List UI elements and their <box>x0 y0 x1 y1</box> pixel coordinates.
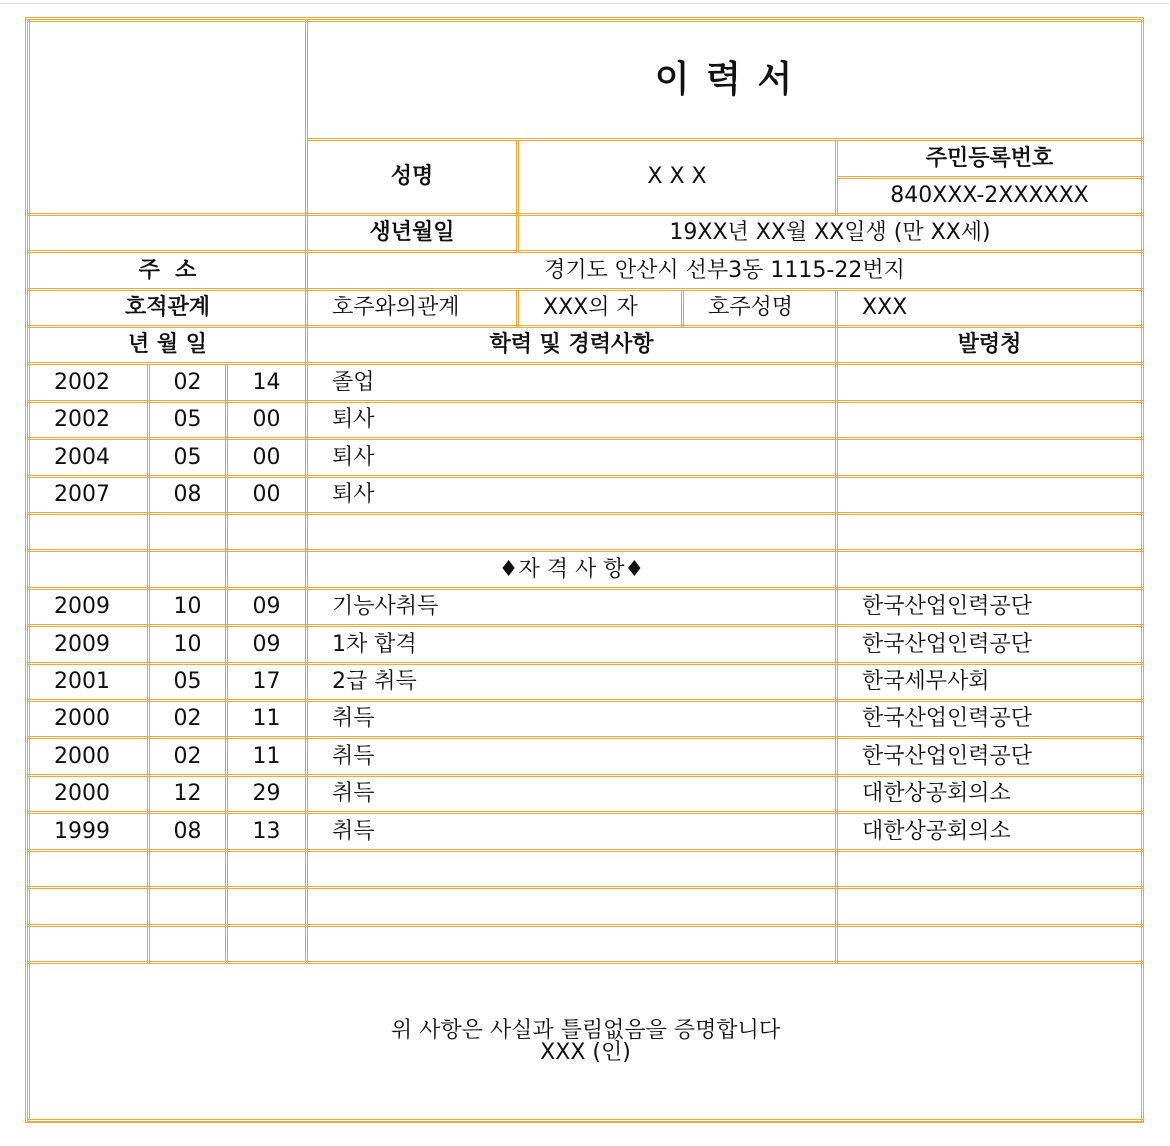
day-cell: 11 <box>227 738 307 776</box>
birth-date-value: 19XX년 XX월 XX일생 (만 XX세) <box>518 215 1143 252</box>
table-row <box>29 626 1143 664</box>
day-cell: 13 <box>227 813 307 851</box>
signature-line: XXX (인) <box>540 1039 631 1065</box>
month-cell: 10 <box>149 626 227 664</box>
year-cell: 2002 <box>29 364 149 402</box>
year-cell: 2002 <box>29 402 149 439</box>
table-row <box>29 738 1143 776</box>
month-cell: 08 <box>149 477 227 514</box>
year-cell: 2001 <box>29 664 149 701</box>
table-row <box>29 402 1143 439</box>
content-cell: 기능사취득 <box>307 589 837 626</box>
content-cell: 취득 <box>307 701 837 738</box>
content-cell: 졸업 <box>307 364 837 402</box>
year-cell: 2000 <box>29 738 149 776</box>
table-row <box>29 514 1143 551</box>
day-cell: 11 <box>227 701 307 738</box>
month-cell: 05 <box>149 439 227 477</box>
family-relation-label: 호적관계 <box>29 290 307 327</box>
issuer-cell <box>837 364 1143 402</box>
year-cell: 2004 <box>29 439 149 477</box>
head-name-value: XXX <box>837 290 1143 327</box>
content-cell: 취득 <box>307 813 837 851</box>
issuer-cell: 한국세무사회 <box>837 664 1143 701</box>
table-row <box>29 851 1143 888</box>
birth-date-label: 생년월일 <box>307 215 518 252</box>
resident-number-label: 주민등록번호 <box>837 140 1143 178</box>
year-cell: 2009 <box>29 589 149 626</box>
day-cell: 00 <box>227 439 307 477</box>
qualifications-header: ♦자 격 사 항♦ <box>307 551 837 589</box>
day-cell: 14 <box>227 364 307 402</box>
top-divider <box>0 3 1170 4</box>
resident-number-value: 840XXX-2XXXXXX <box>837 178 1143 215</box>
photo-area <box>29 21 307 215</box>
issuer-cell: 한국산업인력공단 <box>837 701 1143 738</box>
content-cell: 퇴사 <box>307 439 837 477</box>
year-cell: 2007 <box>29 477 149 514</box>
content-cell: 2급 취득 <box>307 664 837 701</box>
issuer-header: 발령청 <box>837 327 1143 364</box>
issuer-cell: 대한상공회의소 <box>837 813 1143 851</box>
name-label: 성명 <box>307 140 518 215</box>
issuer-cell: 한국산업인력공단 <box>837 589 1143 626</box>
month-cell: 12 <box>149 776 227 813</box>
table-row <box>29 589 1143 626</box>
day-cell: 09 <box>227 626 307 664</box>
address-value: 경기도 안산시 선부3동 1115-22번지 <box>307 252 1143 290</box>
content-cell: 취득 <box>307 776 837 813</box>
month-cell: 10 <box>149 589 227 626</box>
year-cell: 2009 <box>29 626 149 664</box>
table-row <box>29 477 1143 514</box>
name-value: X X X <box>518 140 837 215</box>
content-cell: 취득 <box>307 738 837 776</box>
issuer-cell: 한국산업인력공단 <box>837 738 1143 776</box>
table-row <box>29 776 1143 813</box>
month-cell: 05 <box>149 402 227 439</box>
year-cell: 1999 <box>29 813 149 851</box>
issuer-cell <box>837 477 1143 514</box>
table-row <box>29 664 1143 701</box>
table-row <box>29 926 1143 963</box>
day-cell: 00 <box>227 402 307 439</box>
content-cell: 퇴사 <box>307 402 837 439</box>
month-cell: 05 <box>149 664 227 701</box>
content-cell: 1차 합격 <box>307 626 837 664</box>
table-row <box>29 701 1143 738</box>
certification-footer <box>29 963 1143 1121</box>
certification-statement: 위 사항은 사실과 틀림없음을 증명합니다 <box>390 1017 781 1043</box>
date-header: 년 월 일 <box>29 327 307 364</box>
year-cell: 2000 <box>29 776 149 813</box>
month-cell: 02 <box>149 364 227 402</box>
table-row <box>29 888 1143 926</box>
relation-to-head-value: XXX의 자 <box>518 290 683 327</box>
table-row <box>29 813 1143 851</box>
page-title: 이 력 서 <box>307 21 1143 140</box>
issuer-cell: 대한상공회의소 <box>837 776 1143 813</box>
issuer-cell <box>837 439 1143 477</box>
address-label: 주 소 <box>29 252 307 290</box>
table-row <box>29 364 1143 402</box>
month-cell: 02 <box>149 701 227 738</box>
month-cell: 02 <box>149 738 227 776</box>
day-cell: 29 <box>227 776 307 813</box>
day-cell: 17 <box>227 664 307 701</box>
history-header: 학력 및 경력사항 <box>307 327 837 364</box>
content-cell: 퇴사 <box>307 477 837 514</box>
issuer-cell <box>837 402 1143 439</box>
month-cell: 08 <box>149 813 227 851</box>
day-cell: 00 <box>227 477 307 514</box>
day-cell: 09 <box>227 589 307 626</box>
year-cell: 2000 <box>29 701 149 738</box>
table-row <box>29 439 1143 477</box>
issuer-cell: 한국산업인력공단 <box>837 626 1143 664</box>
head-name-label: 호주성명 <box>683 290 837 327</box>
resume-form <box>27 19 1144 1122</box>
relation-to-head-label: 호주와의관계 <box>307 290 518 327</box>
